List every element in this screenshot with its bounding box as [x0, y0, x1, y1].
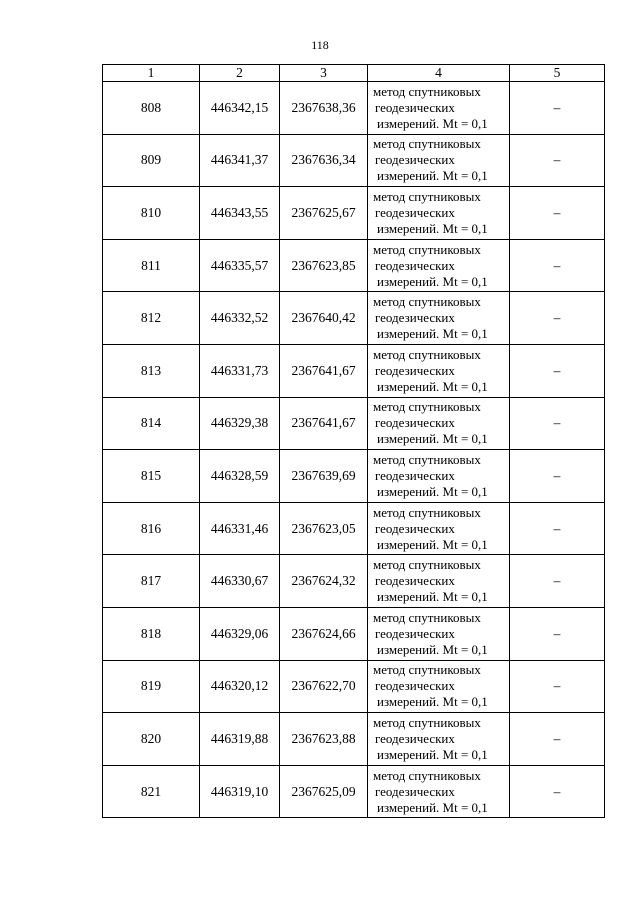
x-coordinate-cell: 446330,67 [200, 555, 280, 608]
header-col-3: 3 [280, 65, 368, 82]
method-line: метод спутниковых [373, 188, 481, 204]
point-number-cell: 816 [103, 502, 200, 555]
point-number-cell: 820 [103, 713, 200, 766]
table-row [103, 82, 605, 135]
x-coordinate-cell: 446343,55 [200, 187, 280, 240]
y-coordinate-cell: 2367624,66 [280, 607, 368, 660]
method-line: геодезических [375, 783, 455, 799]
point-number-cell: 814 [103, 397, 200, 450]
method-cell [368, 502, 510, 555]
x-coordinate-cell: 446342,15 [200, 82, 280, 135]
y-coordinate-cell: 2367625,67 [280, 187, 368, 240]
note-cell: – [510, 397, 605, 450]
method-line: метод спутниковых [373, 294, 481, 310]
y-coordinate-cell: 2367623,85 [280, 239, 368, 292]
method-line: метод спутниковых [373, 609, 481, 625]
method-line: метод спутниковых [373, 241, 481, 257]
point-number-cell: 810 [103, 187, 200, 240]
y-coordinate-cell: 2367622,70 [280, 660, 368, 713]
table-row [103, 187, 605, 240]
note-cell: – [510, 713, 605, 766]
coordinates-table [102, 64, 605, 818]
table-row [103, 502, 605, 555]
y-coordinate-cell: 2367641,67 [280, 397, 368, 450]
x-coordinate-cell: 446319,10 [200, 765, 280, 818]
method-cell [368, 239, 510, 292]
method-line: метод спутниковых [373, 83, 481, 99]
point-number-cell: 815 [103, 450, 200, 503]
note-cell: – [510, 344, 605, 397]
method-line: измерений. Mt = 0,1 [377, 799, 488, 815]
method-line: геодезических [375, 152, 455, 168]
y-coordinate-cell: 2367624,32 [280, 555, 368, 608]
point-number-cell: 808 [103, 82, 200, 135]
method-line: измерений. Mt = 0,1 [377, 746, 488, 762]
point-number-cell: 818 [103, 607, 200, 660]
method-line: измерений. Mt = 0,1 [377, 326, 488, 342]
method-cell [368, 82, 510, 135]
note-cell: – [510, 555, 605, 608]
method-cell [368, 344, 510, 397]
y-coordinate-cell: 2367641,67 [280, 344, 368, 397]
note-cell: – [510, 607, 605, 660]
method-cell [368, 187, 510, 240]
header-col-2: 2 [200, 65, 280, 82]
x-coordinate-cell: 446320,12 [200, 660, 280, 713]
method-line: геодезических [375, 362, 455, 378]
y-coordinate-cell: 2367636,34 [280, 134, 368, 187]
x-coordinate-cell: 446331,73 [200, 344, 280, 397]
method-cell [368, 713, 510, 766]
table-row [103, 660, 605, 713]
method-cell [368, 450, 510, 503]
method-line: геодезических [375, 467, 455, 483]
method-line: измерений. Mt = 0,1 [377, 641, 488, 657]
note-cell: – [510, 239, 605, 292]
note-cell: – [510, 187, 605, 240]
x-coordinate-cell: 446335,57 [200, 239, 280, 292]
method-line: геодезических [375, 625, 455, 641]
x-coordinate-cell: 446319,88 [200, 713, 280, 766]
table-row [103, 292, 605, 345]
method-line: измерений. Mt = 0,1 [377, 589, 488, 605]
method-line: метод спутниковых [373, 451, 481, 467]
method-line: измерений. Mt = 0,1 [377, 220, 488, 236]
method-line: измерений. Mt = 0,1 [377, 483, 488, 499]
method-line: геодезических [375, 310, 455, 326]
method-cell [368, 660, 510, 713]
method-line: метод спутниковых [373, 399, 481, 415]
method-line: измерений. Mt = 0,1 [377, 273, 488, 289]
method-line: измерений. Mt = 0,1 [377, 168, 488, 184]
point-number-cell: 813 [103, 344, 200, 397]
table-row [103, 397, 605, 450]
note-cell: – [510, 292, 605, 345]
method-cell [368, 765, 510, 818]
note-cell: – [510, 82, 605, 135]
header-col-1: 1 [103, 65, 200, 82]
table-row [103, 607, 605, 660]
method-line: метод спутниковых [373, 767, 481, 783]
method-line: измерений. Mt = 0,1 [377, 536, 488, 552]
point-number-cell: 811 [103, 239, 200, 292]
point-number-cell: 812 [103, 292, 200, 345]
table-row [103, 765, 605, 818]
x-coordinate-cell: 446331,46 [200, 502, 280, 555]
method-line: геодезических [375, 573, 455, 589]
note-cell: – [510, 134, 605, 187]
table-body [103, 82, 605, 818]
method-cell [368, 555, 510, 608]
note-cell: – [510, 765, 605, 818]
table-row [103, 450, 605, 503]
x-coordinate-cell: 446329,38 [200, 397, 280, 450]
method-cell [368, 607, 510, 660]
method-line: геодезических [375, 730, 455, 746]
method-line: измерений. Mt = 0,1 [377, 378, 488, 394]
x-coordinate-cell: 446328,59 [200, 450, 280, 503]
note-cell: – [510, 450, 605, 503]
table-row [103, 134, 605, 187]
y-coordinate-cell: 2367625,09 [280, 765, 368, 818]
point-number-cell: 821 [103, 765, 200, 818]
page-number: 118 [311, 38, 329, 52]
method-cell [368, 397, 510, 450]
table-row [103, 713, 605, 766]
method-line: метод спутниковых [373, 504, 481, 520]
x-coordinate-cell: 446329,06 [200, 607, 280, 660]
y-coordinate-cell: 2367640,42 [280, 292, 368, 345]
table-row [103, 344, 605, 397]
method-line: геодезических [375, 415, 455, 431]
method-line: геодезических [375, 257, 455, 273]
method-line: измерений. Mt = 0,1 [377, 115, 488, 131]
method-line: измерений. Mt = 0,1 [377, 694, 488, 710]
method-line: геодезических [375, 99, 455, 115]
x-coordinate-cell: 446332,52 [200, 292, 280, 345]
method-line: геодезических [375, 520, 455, 536]
method-line: метод спутниковых [373, 346, 481, 362]
method-cell [368, 292, 510, 345]
x-coordinate-cell: 446341,37 [200, 134, 280, 187]
header-row [103, 65, 605, 82]
method-line: метод спутниковых [373, 557, 481, 573]
point-number-cell: 819 [103, 660, 200, 713]
note-cell: – [510, 660, 605, 713]
method-line: геодезических [375, 678, 455, 694]
point-number-cell: 809 [103, 134, 200, 187]
table-header [103, 65, 605, 82]
method-line: метод спутниковых [373, 714, 481, 730]
y-coordinate-cell: 2367623,05 [280, 502, 368, 555]
method-line: метод спутниковых [373, 136, 481, 152]
y-coordinate-cell: 2367639,69 [280, 450, 368, 503]
y-coordinate-cell: 2367623,88 [280, 713, 368, 766]
table-row [103, 555, 605, 608]
header-col-4: 4 [368, 65, 510, 82]
point-number-cell: 817 [103, 555, 200, 608]
table-row [103, 239, 605, 292]
method-cell [368, 134, 510, 187]
note-cell: – [510, 502, 605, 555]
method-line: геодезических [375, 204, 455, 220]
y-coordinate-cell: 2367638,36 [280, 82, 368, 135]
method-line: метод спутниковых [373, 662, 481, 678]
header-col-5: 5 [510, 65, 605, 82]
method-line: измерений. Mt = 0,1 [377, 431, 488, 447]
